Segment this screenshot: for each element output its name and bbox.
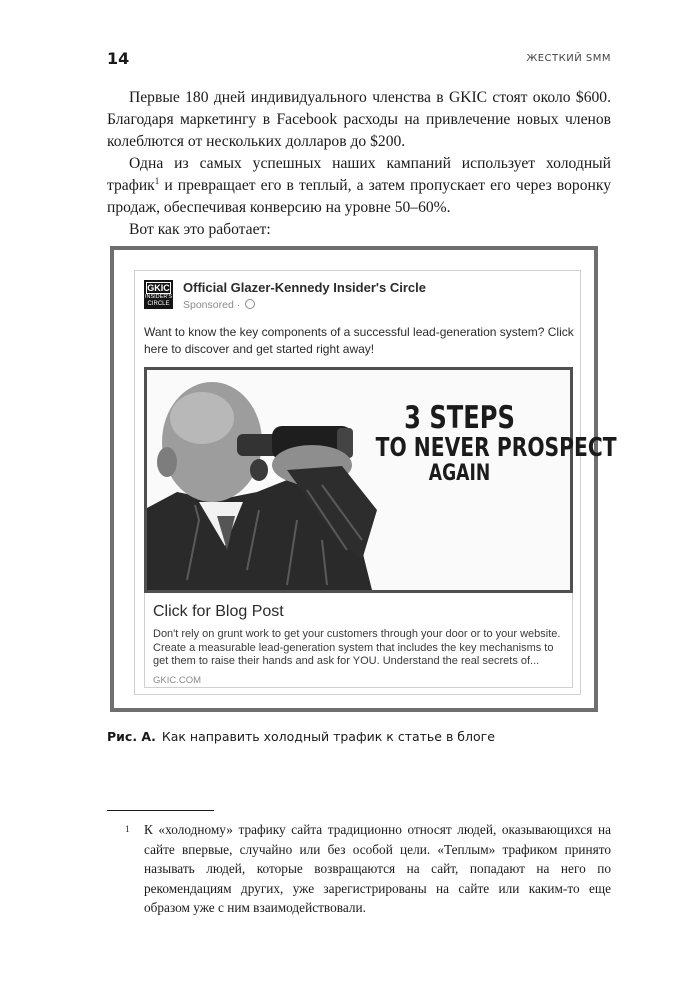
link-description: Don't rely on grunt work to get your customers through your door or to your website. Create a measurable lead-generation system that includes the key mechanisms to get them to raise their hands and ask for YOU. Understand the real secrets of...: [153, 628, 561, 667]
link-title[interactable]: Click for Blog Post: [153, 603, 284, 620]
logo-line-3: CIRCLE: [147, 301, 170, 307]
footnote-text: К «холодному» трафику сайта традиционно относят людей, оказывающихся на сайте впервые, случайно или без особой цели. «Теплым» трафиком принято называть людей, которые возвращаются на сайт, попадают на него по рекомендациям других, уже зарегистрированы на сайте или каким-то еще образом уже с ним взаимодействовали.: [144, 822, 611, 915]
caption-label: Рис. А.: [107, 729, 156, 744]
link-preview[interactable]: [144, 593, 573, 688]
ad-image-headline: [375, 400, 617, 486]
paragraph-2: [107, 153, 611, 219]
footnote-ref[interactable]: 1: [154, 175, 160, 186]
link-domain: GKIC.COM: [153, 675, 202, 686]
sponsored-text: Sponsored ·: [183, 299, 241, 311]
body-text: [107, 87, 611, 241]
headline-line-3: AGAIN: [428, 461, 491, 486]
gkic-logo[interactable]: [144, 280, 173, 309]
headline-line-2: TO NEVER PROSPECT: [375, 433, 617, 463]
paragraph-2-start: Одна из самых успешных наших кампаний использует холодный трафик: [107, 155, 611, 194]
logo-line-1: GKIC: [147, 283, 170, 293]
footnote: [107, 820, 611, 918]
page-number: 14: [107, 49, 130, 68]
headline-line-1: 3 STEPS: [404, 400, 515, 436]
sponsored-label: [183, 299, 255, 311]
figure-frame: [110, 246, 617, 712]
facebook-ad-card: [134, 270, 617, 695]
paragraph-1: Первые 180 дней индивидуального членства в GKIC стоят около $600. Благодаря маркетингу в Facebook расходы на привлечение новых членов колеблются от нескольких долларов до $200.: [107, 89, 611, 150]
paragraph-2-end: и превращает его в теплый, а затем пропускает его через воронку продаж, обеспечивая конверсию на уровне 50–60%.: [107, 177, 611, 216]
globe-icon: [245, 299, 255, 309]
footnote-number: 1: [125, 824, 130, 834]
figure-caption: [107, 729, 495, 744]
paragraph-3: Вот как это работает:: [129, 221, 271, 238]
footnote-divider: [107, 810, 214, 811]
ad-page-name[interactable]: Official Glazer-Kennedy Insider's Circle: [183, 280, 426, 295]
ad-image[interactable]: [144, 367, 617, 593]
logo-line-2: INSIDER'S: [144, 294, 173, 300]
running-head: ЖЕСТКИЙ SMM: [526, 53, 611, 64]
caption-text: Как направить холодный трафик к статье в блоге: [161, 729, 495, 744]
ad-post-text: Want to know the key components of a successful lead-generation system? Click here to discover and get started right away!: [144, 325, 574, 356]
